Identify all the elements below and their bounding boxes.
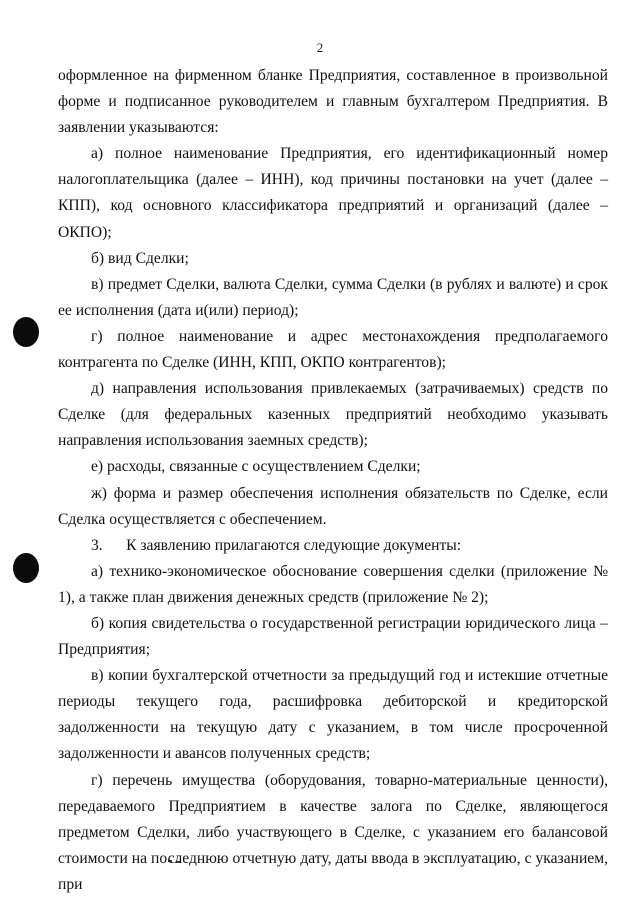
paragraph-item-v: в) предмет Сделки, валюта Сделки, сумма Сделки (в рублях и валюте) и срок ее исполнения (дата и(или) период); bbox=[58, 275, 608, 319]
attachment-item-a: а) технико-экономическое обоснование совершения сделки (приложение № 1), а также план движения денежных средств (приложение № 2); bbox=[58, 562, 608, 606]
paragraph-item-g: г) полное наименование и адрес местонахождения предполагаемого контрагента по Сделке (ИНН, КПП, ОКПО контрагентов); bbox=[58, 327, 608, 372]
attachment-item-b: б) копия свидетельства о государственной регистрации юридического лица – Предприятия; bbox=[58, 614, 608, 659]
attachment-item-g: г) перечень имущества (оборудования, товарно-материальные ценности), передаваемого Предприятием в качестве залога по Сделке, являющегося предметом Сделки, либо участвующего в Сделке, с указанием его балансовой стоимости на последнюю отчетную дату, даты ввода в эксплуатацию, с указанием, при bbox=[58, 771, 608, 893]
punch-hole-mark bbox=[13, 553, 39, 583]
paragraph-item-a: а) полное наименование Предприятия, его идентификационный номер налогоплательщика (далее – ИНН), код причины постановки на учет (далее – КПП), код основного классификатора предприятий и организаций (далее – ОКПО); bbox=[58, 145, 608, 241]
page-number: 2 bbox=[316, 40, 324, 55]
paragraph-item-e: е) расходы, связанные с осуществлением Сделки; bbox=[91, 458, 421, 476]
attachment-item-v: в) копии бухгалтерской отчетности за предыдущий год и истекшие отчетные периоды текущего года, расшифровка дебиторской и кредиторской задолженности на текущую дату с указанием, в том числе просроченной задолженности и авансов полученных средств; bbox=[58, 667, 608, 763]
punch-hole-mark bbox=[13, 317, 39, 347]
paragraph-item-zh: ж) форма и размер обеспечения исполнения обязательств по Сделке, если Сделка осуществляется с обеспечением. bbox=[58, 484, 608, 528]
document-body bbox=[58, 63, 608, 898]
paragraph-continuation: оформленное на фирменном бланке Предприятия, составленное в произвольной форме и подписанное руководителем и главным бухгалтером Предприятия. В заявлении указываются: bbox=[58, 67, 608, 137]
paragraph-item-d: д) направления использования привлекаемых (затрачиваемых) средств по Сделке (для федеральных казенных предприятий необходимо указывать направления использования заемных средств); bbox=[58, 380, 608, 450]
paragraph-item-b: б) вид Сделки; bbox=[91, 249, 189, 267]
section-3-heading: 3. К заявлению прилагаются следующие документы: bbox=[91, 536, 462, 554]
